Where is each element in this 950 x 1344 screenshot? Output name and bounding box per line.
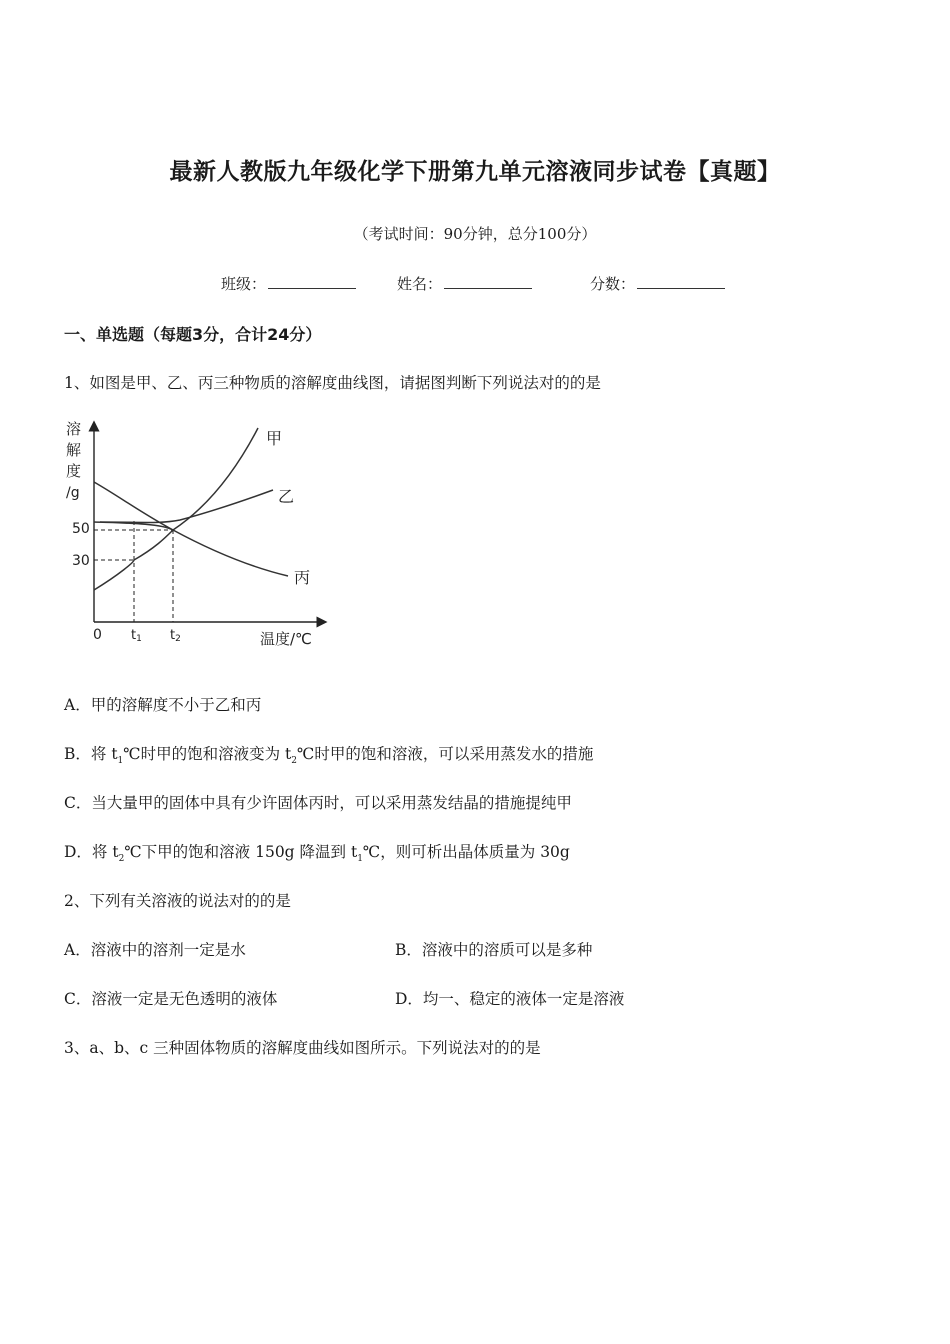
question-1-stem: 1、如图是甲、乙、丙三种物质的溶解度曲线图，请据图判断下列说法对的的是 [64,374,601,392]
name-label: 姓名： [397,275,443,293]
q1-option-d-text-2: ℃下甲的饱和溶液 150g 降温到 t [124,843,358,861]
q1-option-d-sub-1: 2 [118,854,125,865]
q1-option-b-text-1: B．将 t [64,745,118,763]
class-field [221,273,356,294]
y-label-char-2: 解 [66,441,82,459]
question-2-stem: 2、下列有关溶液的说法对的的是 [64,892,291,910]
score-field [590,273,725,294]
name-field [397,273,532,294]
solubility-chart [60,412,335,650]
q1-option-d-text-1: D．将 t [64,843,119,861]
score-label: 分数： [590,275,636,293]
curve-bing [94,482,288,576]
question-3-stem: 3、a、b、c 三种固体物质的溶解度曲线如图所示。下列说法对的的是 [64,1039,541,1057]
section-heading: 一、单选题（每题3分，合计24分） [64,325,322,344]
score-blank[interactable] [637,274,725,289]
curve-jia [94,428,258,590]
series-label-yi: 乙 [278,487,295,506]
q1-option-a[interactable]: A．甲的溶解度不小于乙和丙 [64,696,262,714]
name-blank[interactable] [444,274,532,289]
q2-option-a[interactable]: A．溶液中的溶剂一定是水 [64,941,246,959]
curve-yi [94,490,273,530]
q1-option-b-text-2: ℃时甲的饱和溶液变为 t [123,745,292,763]
x-origin-label: 0 [93,627,102,643]
q1-option-c[interactable]: C．当大量甲的固体中具有少许固体丙时，可以采用蒸发结晶的措施提纯甲 [64,794,572,812]
y-tick-30: 30 [72,553,90,569]
q1-option-b-sub-1: 1 [117,756,124,767]
x-axis-label: 温度/℃ [260,630,312,648]
q1-option-d-sub-2: 1 [357,854,363,865]
class-blank[interactable] [268,274,356,289]
x-tick-t1: t1 [131,628,142,644]
y-label-char-4: /g [66,485,80,501]
q1-option-d-text-3: ℃，则可析出晶体质量为 30g [362,843,570,861]
q1-option-b[interactable] [64,742,593,766]
series-label-bing: 丙 [294,568,311,587]
q2-option-c[interactable]: C．溶液一定是无色透明的液体 [64,990,278,1008]
x-tick-t2: t2 [170,628,181,644]
q1-option-b-sub-2: 2 [291,756,298,767]
q1-option-d[interactable] [64,840,570,864]
q2-option-b[interactable]: B．溶液中的溶质可以是多种 [395,941,593,959]
y-tick-50: 50 [72,521,90,537]
exam-subtitle: （考试时间：90分钟，总分100分） [353,225,597,243]
page-title: 最新人教版九年级化学下册第九单元溶液同步试卷【真题】 [169,159,781,185]
y-label-char-1: 溶 [66,420,82,438]
class-label: 班级： [221,275,267,293]
series-label-jia: 甲 [266,429,283,448]
q1-option-b-text-3: ℃时甲的饱和溶液，可以采用蒸发水的措施 [297,745,594,763]
q2-option-d[interactable]: D．均一、稳定的液体一定是溶液 [395,990,625,1008]
y-label-char-3: 度 [66,462,82,480]
